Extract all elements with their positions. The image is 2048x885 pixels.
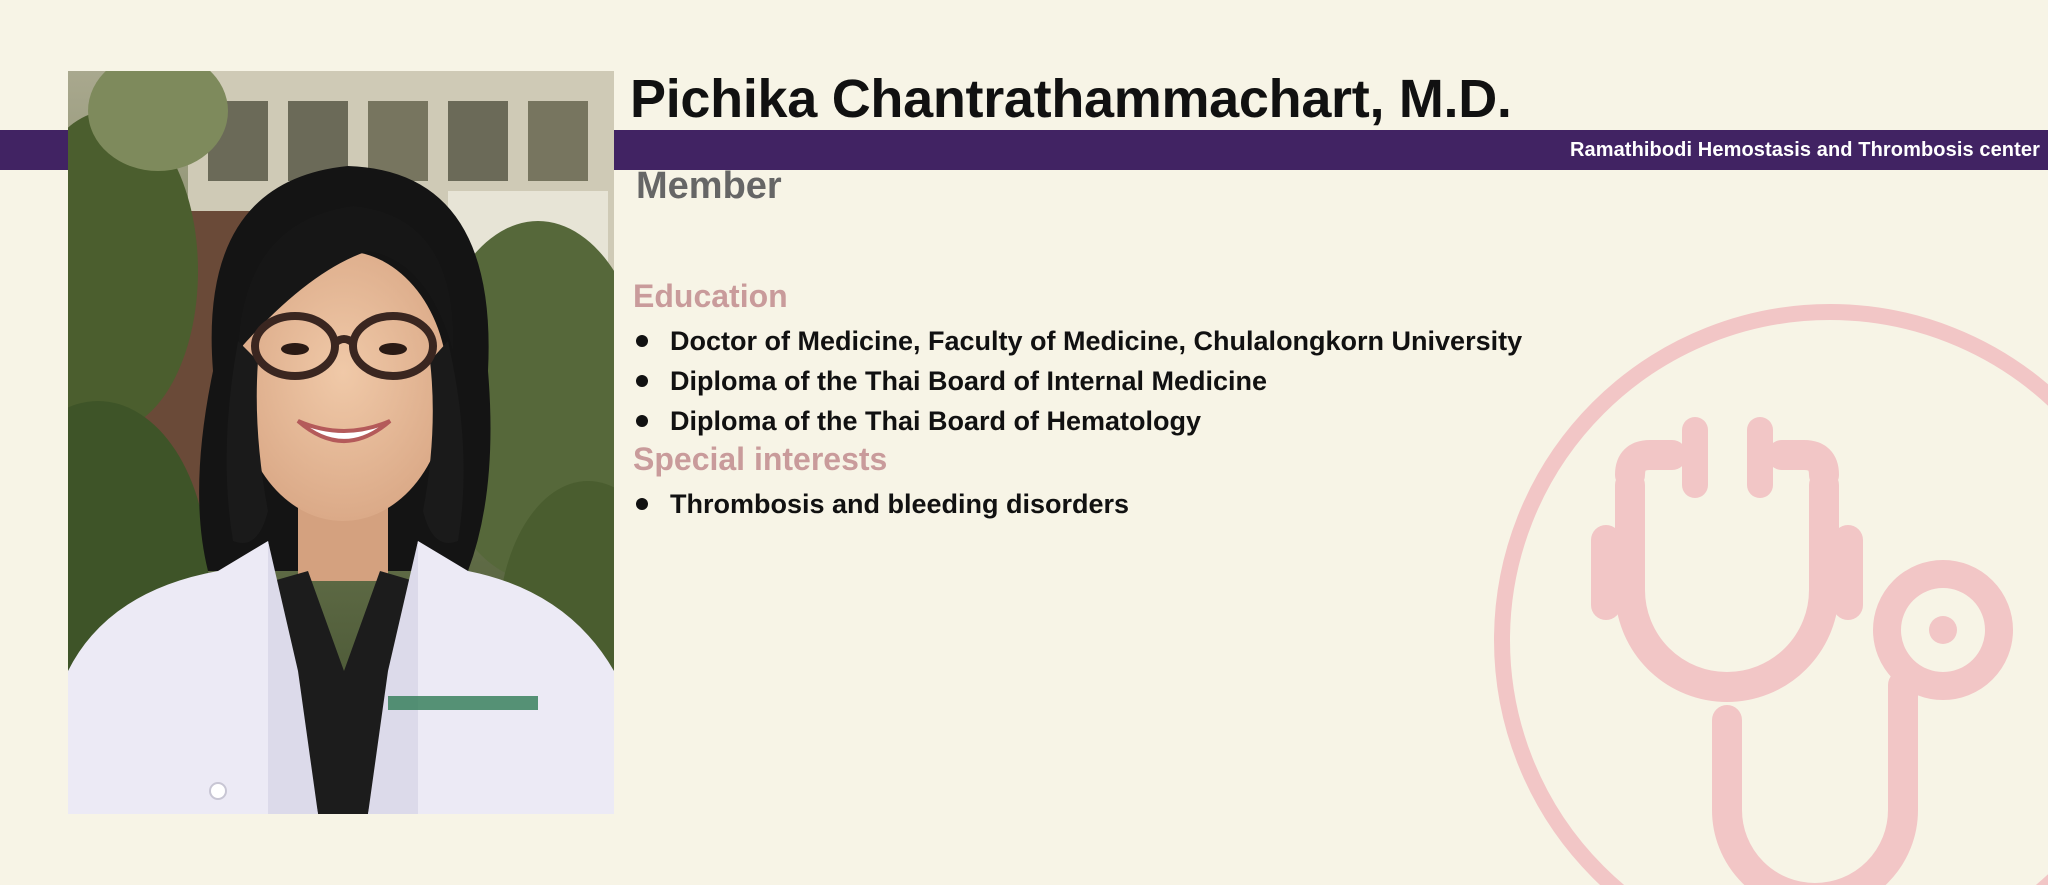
list-item: [636, 484, 1129, 524]
bullet-icon: [636, 498, 648, 510]
special-interests-list: [636, 484, 1129, 524]
special-interest-item-text: Thrombosis and bleeding disorders: [670, 489, 1130, 519]
list-item: [636, 401, 1522, 441]
education-list: [636, 321, 1522, 441]
education-heading: Education: [633, 278, 788, 314]
stethoscope-icon: [1460, 300, 2048, 885]
center-name: Ramathibodi Hemostasis and Thrombosis center: [1569, 139, 2040, 161]
education-item-text: Diploma of the Thai Board of Hematology: [670, 406, 1202, 436]
member-role: Member: [636, 165, 782, 207]
special-interests-heading: Special interests: [633, 441, 888, 477]
list-item: [636, 361, 1522, 401]
doctor-portrait-photo: [68, 71, 614, 814]
bullet-icon: [636, 415, 648, 427]
list-item: [636, 321, 1522, 361]
bullet-icon: [636, 335, 648, 347]
portrait-photo: [68, 71, 614, 814]
bullet-icon: [636, 375, 648, 387]
education-item-text: Doctor of Medicine, Faculty of Medicine, Chulalongkorn University: [670, 326, 1523, 356]
doctor-name: Pichika Chantrathammachart, M.D.: [630, 69, 1512, 129]
education-item-text: Diploma of the Thai Board of Internal Medicine: [670, 366, 1268, 396]
